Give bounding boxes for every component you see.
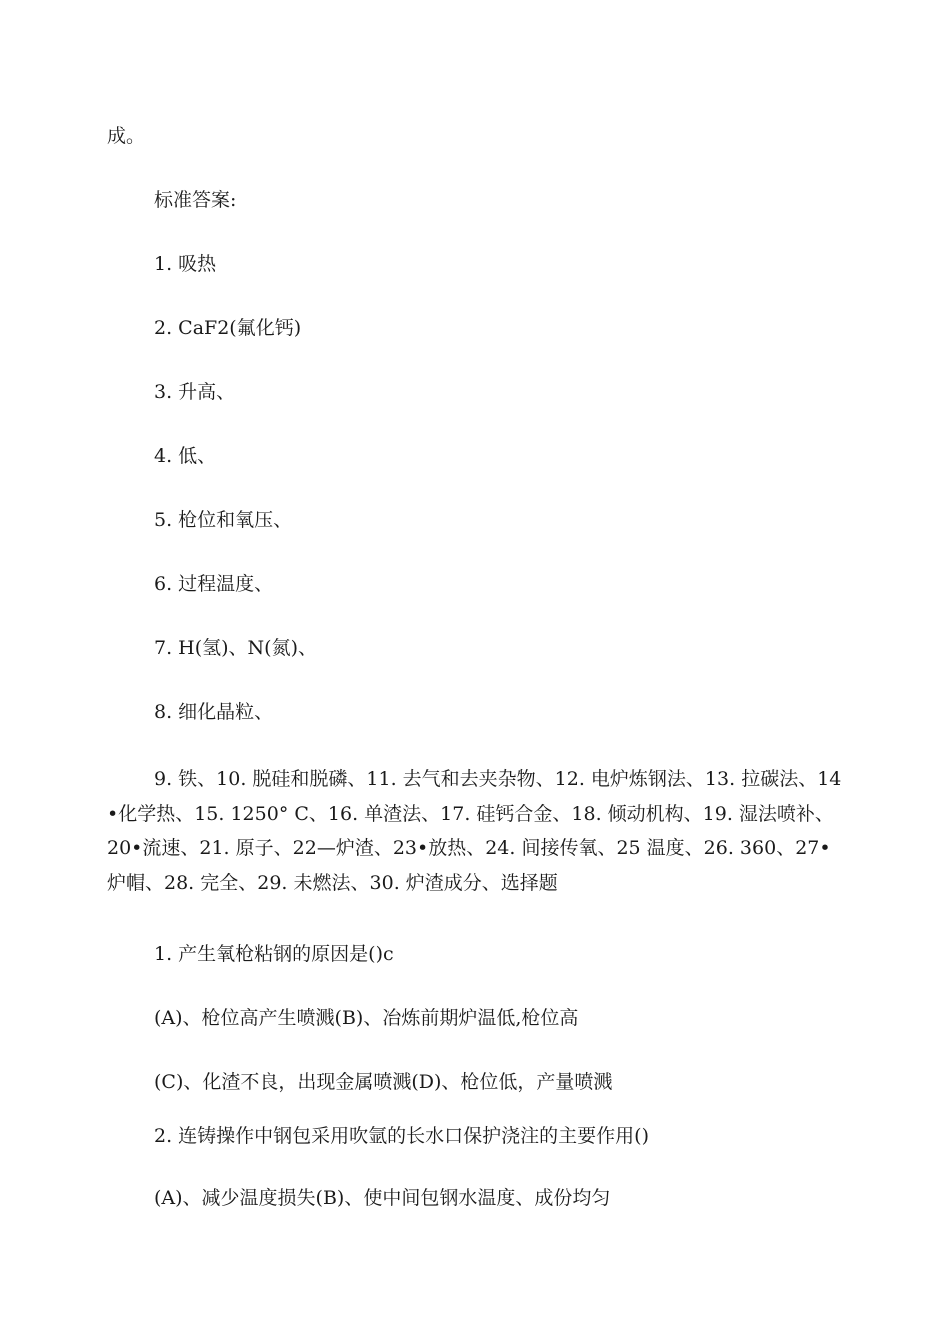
answer-item-2: 2. CaF2(氟化钙) <box>154 317 302 339</box>
answer-heading: 标准答案: <box>154 189 237 211</box>
continuation-text: 成。 <box>107 125 146 147</box>
answer-item-1: 1. 吸热 <box>154 253 217 275</box>
answer-item-8: 8. 细化晶粒、 <box>154 701 274 723</box>
answers-paragraph: 9. 铁、10. 脱硅和脱磷、11. 去气和去夹杂物、12. 电炉炼钢法、13. 拉碳法、14•化学热、15. 1250° C、16. 单渣法、17. 硅钙合金、18. 倾动机构、19. 湿法喷补、20•流速、21. 原子、22—炉渣、23•放热、24. 间接传氧、25 温度、26. 360、27•炉帽、28. 完全、29. 未燃法、30. 炉渣成分、选择题 <box>107 768 842 894</box>
answer-item-5: 5. 枪位和氧压、 <box>154 509 293 531</box>
question-2-stem: 2. 连铸操作中钢包采用吹氩的长水口保护浇注的主要作用() <box>154 1125 649 1147</box>
answer-item-4: 4. 低、 <box>154 445 217 467</box>
question-1-options-ab: (A)、枪位高产生喷溅(B)、冶炼前期炉温低,枪位高 <box>154 1007 579 1029</box>
question-2-options-ab: (A)、减少温度损失(B)、使中间包钢水温度、成份均匀 <box>154 1187 611 1209</box>
answer-item-3: 3. 升高、 <box>154 381 236 403</box>
answer-item-7: 7. H(氢)、N(氮)、 <box>154 637 318 659</box>
question-1-options-cd: (C)、化渣不良，出现金属喷溅(D)、枪位低，产量喷溅 <box>154 1071 613 1093</box>
answer-item-6: 6. 过程温度、 <box>154 573 274 595</box>
question-1-stem: 1. 产生氧枪粘钢的原因是()c <box>154 943 394 965</box>
